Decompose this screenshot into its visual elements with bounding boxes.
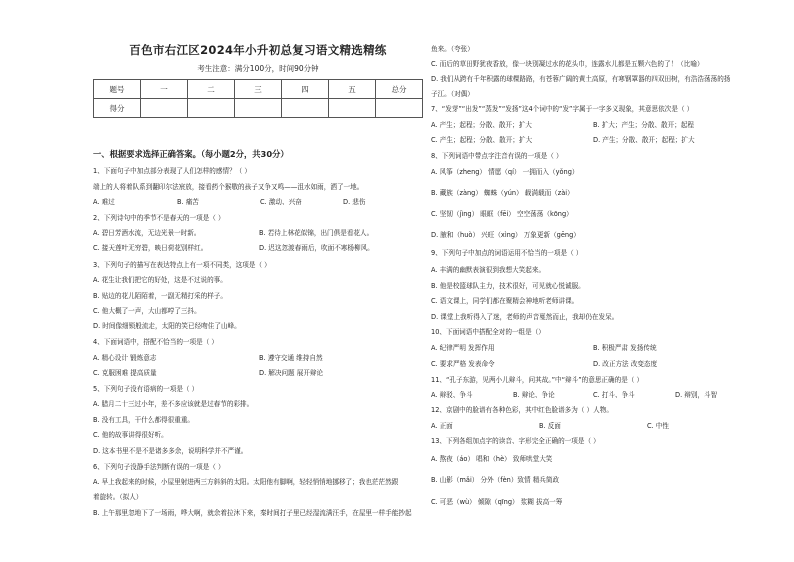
score-header-cell: 总分 [376,80,423,99]
score-table-row [94,99,423,118]
option[interactable]: D. 这本书里不是不是诸多多余，说明科学并不严谨。 [93,447,248,455]
option[interactable]: D. 我们从跨有千年积露的球棵路路，有苍蓉广阔的黄土高原，有寒钢罩器的四双田树，有浩浩荡荡的扬 [431,75,731,83]
option[interactable]: A. 精心设计 锻炼意志 [93,354,157,362]
question-6: 6、下列句子没静手法判断有误的一项是（ ） [93,463,225,471]
option[interactable]: B. 反面 [539,422,561,430]
page-title: 百色市右江区2024年小升初总复习语文精选精练 [129,43,387,57]
option[interactable]: A. 早上我起来的时候，小屋里射进两三方斜斜的太阳。太阳他有脚啊，轻轻悄悄地挪移了；我也茫茫然跟 [93,478,399,486]
score-cell[interactable] [376,99,423,118]
score-cell[interactable] [141,99,188,118]
option[interactable]: D. 课堂上我听得入了迷，老师的声音戛然而止，我却仍在发呆。 [431,313,619,321]
score-cell[interactable] [188,99,235,118]
option[interactable]: C. 打斗、争斗 [593,391,635,399]
option[interactable]: C. 要求严格 发表命令 [431,360,495,368]
question-7: 7、“发芽”“出发”“蒸发”“发扬”这4个词中的“发”字属于一字多义现象，其意思依次是（ ） [431,105,694,113]
section-heading: 一、根据要求选择正确答案。（每小题2分，共30分） [93,149,289,159]
option[interactable]: A. 碧日芳酒水流，无边光景一时新。 [93,229,201,237]
option-continued: 鱼来。（夸张） [431,45,474,53]
option[interactable]: B. 山影（mǎi） 分外（fèn）致情 精兵简政 [431,476,560,484]
score-cell[interactable] [235,99,282,118]
option[interactable]: C. 中性 [647,422,669,430]
option[interactable]: C. 可恶（wù） 倾隙（qīng） 浆糊 拔高一筹 [431,498,563,506]
option[interactable]: A. 正面 [431,422,453,430]
question-13: 13、下列各组加点字的读音、字形完全正确的一项是（ ） [431,437,600,445]
question-11: 11、“孔子东游，见两小儿辩斗，问其故。”中“辩斗”的意思正确的是（ ） [431,376,644,384]
score-cell[interactable] [282,99,329,118]
option[interactable]: B. 痛苦 [177,198,199,206]
score-header-cell: 五 [329,80,376,99]
option[interactable]: D. 改正方法 改变态度 [593,360,658,368]
question-8: 8、下列词语中带点字注音有误的一项是（ ） [431,152,563,160]
option[interactable]: A. 难过 [93,198,115,206]
question-4: 4、下面词语中，搭配不恰当的一项是（ ） [93,338,218,346]
option-continued: 着旋转。（拟人） [93,493,143,501]
option[interactable]: B. 藏族（zàng） 蜘蛛（yún） 载满载而（zài） [431,189,574,197]
option[interactable]: A. 丰满的幽默表演很到我想大笑起来。 [431,266,546,274]
option[interactable]: A. 纪律严明 发挥作用 [431,344,495,352]
option-continued: 子江。（对偶） [431,90,474,98]
option[interactable]: C. 接天莲叶无穷碧，映日荷花别样红。 [93,244,208,252]
option[interactable]: B. 上午那里忽地下了一场雨，哗大啊，就余着拉沐下来，秦时间打子里已经湿流满汪手，在屋里一样手能抄起 [93,509,412,517]
option[interactable]: B. 他是校篮球队主力，技术很好，可见就心悦诚服。 [431,282,585,290]
score-header-cell: 一 [141,80,188,99]
question-12: 12、京剧中的脸谱有各种色彩，其中红色脸谱多为（ ）人物。 [431,406,613,414]
question-1: 1、下面句子中加点部分表现了人们怎样的感情？（ ） [93,167,251,175]
option[interactable]: D. 辩别，斗智 [675,391,718,399]
option[interactable]: B. 辩论、争论 [513,391,555,399]
option[interactable]: C. 他的故事讲得很好听。 [93,431,168,439]
option[interactable]: B. 没有工具，干什么都得很重重。 [93,416,195,424]
option[interactable]: C. 而后的草田野犹夜香放，像一块别凝过水的花头巾，连露水儿都是五颗六色的了！（比喻） [431,60,704,68]
option[interactable]: A. 熬夜（áo） 唱和（hè） 致师哄堂大笑 [431,455,553,463]
score-row-label: 得分 [94,99,141,118]
question-10: 10、下面词语中搭配全对的一组是（） [431,328,545,336]
score-table-header-row [94,80,423,99]
option[interactable]: B. 扩大；产生；分散、散开；起程 [593,121,695,129]
score-header-cell: 题号 [94,80,141,99]
option[interactable]: D. 悲伤 [343,198,366,206]
score-header-cell: 三 [235,80,282,99]
option[interactable]: D. 腋和（huò） 兴旺（xìng） 万象更新（gēng） [431,231,580,239]
question-5: 5、下列句子没有语病的一项是（ ） [93,385,199,393]
option[interactable]: C. 产生；起程；分散、散开；扩大 [431,136,533,144]
option[interactable]: A. 花生让我们把它的好处，这是不过说的事。 [93,276,227,284]
option[interactable]: B. 遵守交通 维持自然 [259,354,323,362]
question-3: 3、下列句子的描写在表达特点上有一项不同类，这项是（ ） [93,261,271,269]
score-header-cell: 四 [282,80,329,99]
option[interactable]: C. 他大概了一声，大山都哼了三抖。 [93,307,201,315]
question-2: 2、下列诗句中的季节不是春天的一项是（ ） [93,214,225,222]
option[interactable]: A. 腊月二十三过小年，差不多应该就是过春节的彩排。 [93,400,254,408]
option[interactable]: D. 产生；分散、散开；起程；扩大 [593,136,695,144]
option[interactable]: A. 产生；起程；分散、散开；扩大 [431,121,532,129]
score-table [93,79,423,118]
option[interactable]: A. 风筝（zheng） 情愿（qí） 一拥而入（yǒng） [431,168,579,176]
score-header-cell: 二 [188,80,235,99]
option[interactable]: C. 语文课上，同学们都在聚精会神地听老师讲课。 [431,297,579,305]
option[interactable]: B. 贴边的花儿陌陌着，一副无精打采的样子。 [93,292,227,300]
option[interactable]: D. 迟这忽渡春雨后，吹面不寒杨柳风。 [259,244,374,252]
option[interactable]: B. 若待上林花似锦，出门俱是看花人。 [259,229,374,237]
option[interactable]: C. 坚韧（jìng） 眼眶（fēi） 空空荡荡（kōng） [431,210,573,218]
exam-notice: 考生注意：满分100分，时间90分钟 [197,64,319,73]
score-cell[interactable] [329,99,376,118]
option[interactable]: D. 时间像细锁般流走，太阳的笑已经吻住了山峰。 [93,322,241,330]
option[interactable]: C. 克服困难 提高质量 [93,369,157,377]
option[interactable]: A. 辩驳、争斗 [431,391,473,399]
option[interactable]: C. 激动、兴奋 [260,198,302,206]
option[interactable]: B. 积极严肃 发扬传统 [593,344,657,352]
question-1-text: 端上的人将着队系到翻印尔法宸放，接看药个猴敬的孩子又争又鸣——沮水如雨，洒了一地。 [93,183,364,191]
question-9: 9、下列句子中加点的词语运用不恰当的一项是（ ） [431,249,583,257]
option[interactable]: D. 解决问题 展开辩论 [259,369,324,377]
